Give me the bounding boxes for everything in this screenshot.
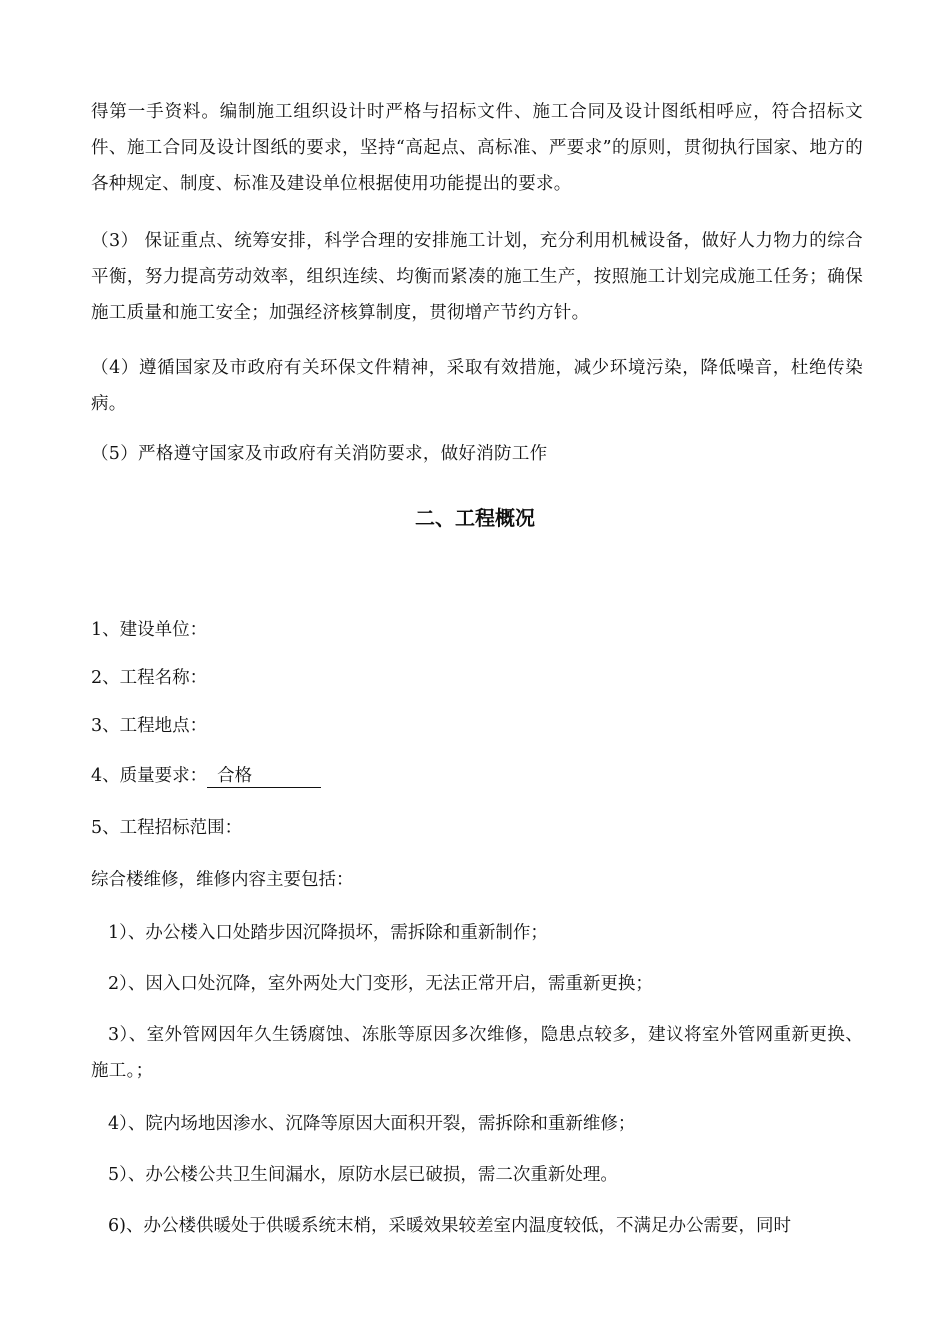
section-heading: 二、工程概况 xyxy=(415,506,535,530)
scope-item-3: 3）、室外管网因年久生锈腐蚀、冻胀等原因多次维修，隐患点较多，建议将室外管网重新更换、施工。； xyxy=(91,1025,863,1081)
bidding-scope-label: 5、工程招标范围： xyxy=(91,818,243,838)
project-name-label: 2、工程名称： xyxy=(91,668,208,688)
quality-requirement-label: 4、质量要求： xyxy=(91,766,208,786)
scope-item-2: 2）、因入口处沉降，室外两处大门变形，无法正常开启，需重新更换； xyxy=(108,974,653,994)
scope-item-5: 5）、办公楼公共卫生间漏水，原防水层已破损，需二次重新处理。 xyxy=(108,1165,618,1185)
intro-paragraph-1: 得第一手资料。编制施工组织设计时严格与招标文件、施工合同及设计图纸相呼应，符合招标文件、施工合同及设计图纸的要求，坚持“高起点、高标准、严要求”的原则，贯彻执行国家、地方的各种规定、制度、标准及建设单位根据使用功能提出的要求。 xyxy=(91,102,863,194)
scope-item-1: 1）、办公楼入口处踏步因沉降损坏，需拆除和重新制作； xyxy=(108,923,548,943)
intro-paragraph-principle-5: （5）严格遵守国家及市政府有关消防要求，做好消防工作 xyxy=(91,444,548,464)
quality-requirement xyxy=(91,763,321,789)
project-location-label: 3、工程地点： xyxy=(91,716,208,736)
intro-paragraph-principle-3: （3） 保证重点、统筹安排，科学合理的安排施工计划，充分利用机械设备，做好人力物力的综合平衡，努力提高劳动效率，组织连续、均衡而紧凑的施工生产，按照施工计划完成施工任务；确保施工质量和施工安全；加强经济核算制度，贯彻增产节约方针。 xyxy=(91,231,863,323)
intro-paragraph-principle-4: （4）遵循国家及市政府有关环保文件精神，采取有效措施，减少环境污染，降低噪音，杜绝传染病。 xyxy=(91,358,863,414)
scope-intro: 综合楼维修，维修内容主要包括： xyxy=(91,870,354,890)
quality-requirement-value: 合格 xyxy=(207,765,321,788)
scope-item-6: 6)、办公楼供暖处于供暖系统末梢，采暖效果较差室内温度较低，不满足办公需要，同时 xyxy=(108,1216,791,1236)
construction-unit-label: 1、建设单位： xyxy=(91,620,208,640)
scope-item-4: 4）、院内场地因渗水、沉降等原因大面积开裂，需拆除和重新维修； xyxy=(108,1114,636,1134)
